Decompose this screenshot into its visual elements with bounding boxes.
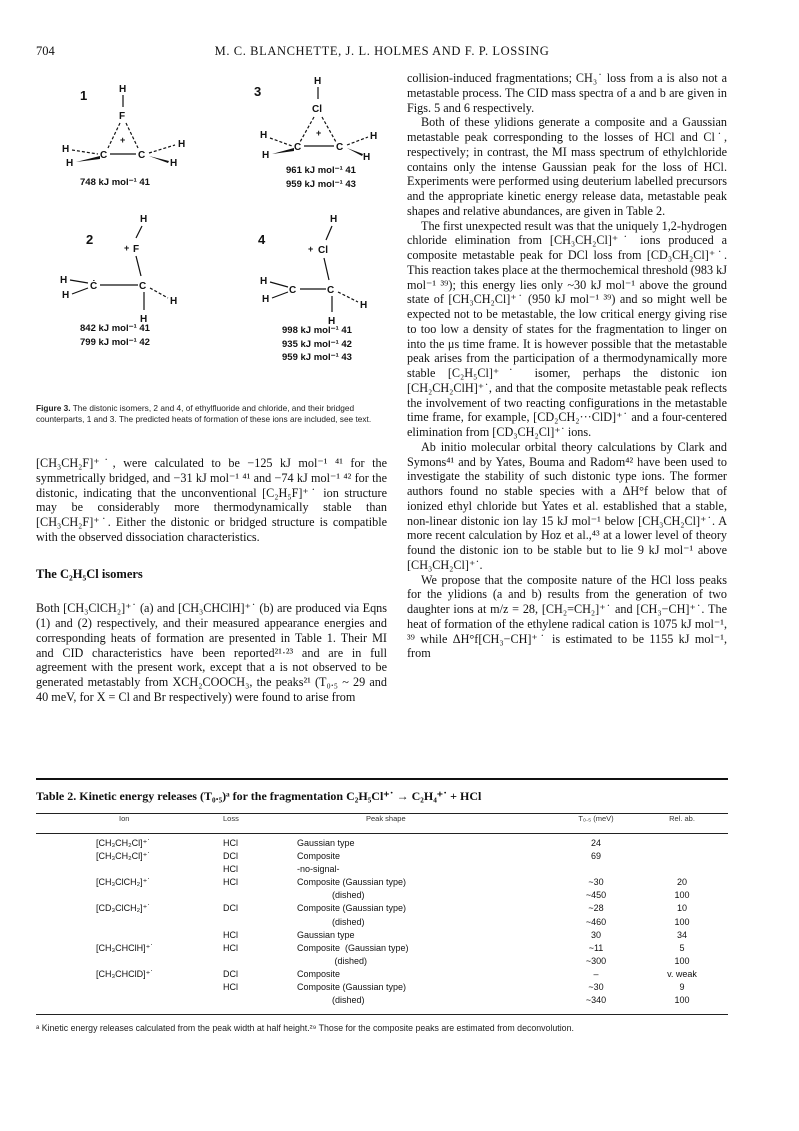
structure-1: [62, 84, 185, 169]
structure-number-2: 2: [86, 232, 94, 247]
table-row: [CH₃CHClH]⁺˙ HCl Composite (Gaussian type) ~11 5: [96, 942, 685, 953]
svg-text:+: +: [124, 243, 130, 253]
table-footnote: ᵃ Kinetic energy releases calculated from the peak width at half height.²⁹ Those for the composite peaks are estimated from deconvolution.: [36, 1023, 574, 1034]
svg-text:C: C: [139, 281, 147, 292]
svg-text:H: H: [140, 214, 148, 225]
right-paragraph-4: Ab initio molecular orbital theory calculations by Clark and Symons⁴¹ and by Yates, Bouma and Radom⁴² have been used to investigate the stability of such distonic type ions. The former authors found no stable species with a ΔH°f below that of ionized ethyl chloride but Yates et al. established that a stable, non-linear distonic ion lay 15 kJ mol⁻¹ below [CH₃CH₂Cl]⁺˙. A more recent calculation by Hoz et al.,⁴³ at a lower level of theory found the distonic ion to be stable but to lie 9 kJ mol⁻¹ above [CH₃CH₂Cl]⁺˙.: [407, 439, 727, 572]
svg-text:H: H: [140, 314, 148, 325]
svg-text:H: H: [66, 158, 74, 169]
structure-2: [60, 214, 177, 325]
header-rel-ab: Rel. ab.: [669, 814, 695, 823]
svg-text:H: H: [170, 158, 178, 169]
heats-structure-2: 842 kJ mol⁻¹ 41 799 kJ mol⁻¹ 42: [80, 323, 150, 348]
right-paragraph-2: Both of these ylidions generate a composite and a Gaussian metastable peak corresponding to the losses of HCl and Cl˙, respectively; in contrast, the MI mass spectrum of ethylchloride contains only the intense Gaussian peak for the loss of HCl. Experiments were performed using deuterium labelled precursors and the appropriate kinetic energy release data, metastable peak shapes and relative abundances, are given in Table 2.: [407, 115, 727, 218]
table-2: [36, 778, 728, 1033]
table-row: HCl Composite (Gaussian type) ~30 9: [223, 982, 685, 993]
right-paragraph-5: We propose that the composite nature of the HCl loss peaks for the ylidions (a and b) results from the generation of two daughter ions at m/z = 28, [CH₂=CH₂]⁺˙ and [CH₃−CH]⁺˙. The heat of formation of the ethylene radical cation is 1075 kJ mol⁻¹, ³⁹ while ΔH°f[CH₃−CH]⁺˙ is estimated to be 1155 kJ mol⁻¹, from: [407, 572, 727, 661]
section-heading: The C₂H₅Cl isomers: [36, 566, 143, 581]
table-body: [36, 834, 728, 1008]
table-row: (dished) ~300 100: [297, 955, 690, 966]
svg-text:+: +: [120, 135, 126, 145]
svg-text:C: C: [327, 285, 335, 296]
structure-4: [258, 214, 367, 327]
svg-text:H: H: [330, 214, 338, 225]
svg-text:H: H: [314, 76, 322, 87]
header-t05: T₀.₅ (meV): [578, 814, 614, 823]
svg-text:Cl: Cl: [312, 104, 322, 115]
right-paragraph-1: collision-induced fragmentations; CH₃˙ loss from a is also not a metastable process. The CID mass spectra of a and b are given in Figs. 5 and 6 respectively.: [407, 71, 727, 115]
table-row: [CH₃CH₂Cl]⁺˙ DCl Composite 69: [96, 851, 601, 862]
table-header: [36, 814, 728, 833]
svg-text:C: C: [138, 150, 146, 161]
table-row: HCl Gaussian type 30 34: [223, 929, 687, 940]
svg-text:+: +: [308, 244, 314, 254]
svg-text:Ċ: Ċ: [90, 281, 98, 292]
svg-text:H: H: [260, 130, 268, 141]
running-header: [36, 44, 728, 60]
svg-text:Cl: Cl: [318, 245, 328, 256]
svg-text:F: F: [119, 111, 126, 122]
table-row: [CH₃ClCH₂]⁺˙ HCl Composite (Gaussian type) ~30 20: [96, 877, 687, 888]
structure-number-4: 4: [258, 232, 266, 247]
header-peak-shape: Peak shape: [366, 814, 406, 823]
svg-text:H: H: [370, 131, 378, 142]
svg-text:C: C: [289, 285, 297, 296]
svg-text:H: H: [62, 144, 70, 155]
running-title: M. C. BLANCHETTE, J. L. HOLMES AND F. P. LOSSING: [214, 44, 550, 58]
svg-text:+: +: [316, 128, 322, 138]
table-row: (dished) ~460 100: [297, 916, 690, 927]
svg-text:H: H: [360, 300, 368, 311]
svg-text:H: H: [260, 276, 268, 287]
svg-text:H: H: [60, 275, 68, 286]
caption-label: Figure 3.: [36, 403, 71, 413]
right-paragraph-3: The first unexpected result was that the uniquely 1,2-hydrogen chloride elimination from [CH₃CH₂Cl]⁺˙ ions produced a composite metastable peak for DCl loss from [CD₃CH₂Cl]⁺˙. This reaction takes place at the thermochemical threshold (983 kJ mol⁻¹ ³⁹); this energy lies only ~30 kJ mol⁻¹ above the ground state of [CH₃CH₂Cl]⁺˙ (950 kJ mol⁻¹ ³⁹) and so might well be expected not to be metastable, the low critical energy giving rise to too low a density of states for the fragmentation to linger on into the μs time frame. It is however possible that the metastable peak arises from the participation of a thermodynamically more stable [C₂H₅Cl]⁺˙ isomer, perhaps the distonic ion [CH₂CH₂ClH]⁺˙, and that the composite metastable peak reflects the involvement of two reacting configurations in the metastable time frame, for example, [CD₂CH₂···ClD]⁺˙ and a four-centered elimination from [CD₃CH₂Cl]⁺˙ ions.: [407, 218, 727, 439]
table-row: HCl -no-signal-: [223, 864, 340, 875]
heats-structure-1: 748 kJ mol⁻¹ 41: [80, 177, 150, 188]
header-ion: Ion: [119, 814, 130, 823]
svg-text:H: H: [363, 152, 371, 163]
svg-text:H: H: [62, 290, 70, 301]
svg-text:C: C: [100, 150, 108, 161]
svg-text:C: C: [336, 142, 344, 153]
table-row: [CH₃CH₂Cl]⁺˙ HCl Gaussian type 24: [96, 838, 601, 848]
heats-structure-4: 998 kJ mol⁻¹ 41 935 kJ mol⁻¹ 42 959 kJ mol⁻¹ 43: [282, 325, 352, 363]
table-title: Table 2. Kinetic energy releases (T₀.₅)ᵃ for the fragmentation C₂H₅Cl⁺˙ → C₂H₄⁺˙ + HCl: [36, 789, 482, 803]
svg-text:H: H: [178, 139, 186, 150]
svg-text:C: C: [294, 142, 302, 153]
table-row: (dished) ~450 100: [297, 890, 690, 901]
svg-text:H: H: [328, 316, 336, 327]
left-column: [36, 456, 387, 705]
structure-number-1: 1: [80, 88, 88, 103]
heats-structure-3: 961 kJ mol⁻¹ 41 959 kJ mol⁻¹ 43: [286, 165, 356, 190]
svg-text:H: H: [262, 150, 270, 161]
svg-text:F: F: [133, 244, 140, 255]
figure-caption: [36, 403, 388, 426]
table-row: [CH₃CHClD]⁺˙ DCl Composite – v. weak: [96, 968, 697, 979]
svg-text:H: H: [119, 84, 127, 95]
left-paragraph-2: Both [CH₃ClCH₂]⁺˙ (a) and [CH₃CHClH]⁺˙ (b) are produced via Eqns (1) and (2) respectively, and their measured appearance energies and corresponding heats of formation are presented in Table 1. Their MI and CID characteristics have been reported²¹·²³ and are in full agreement with the present work, except that a is not observed to be generated metastably from XCH₂COOCH₃, the peaks²¹ (T₀.₅ ~ 29 and 40 meV, for X = Cl and Br respectively) were found to arise from: [36, 601, 387, 704]
structure-3: [254, 76, 377, 163]
table-row: (dished) ~340 100: [297, 995, 690, 1006]
header-loss: Loss: [223, 814, 239, 823]
structure-number-3: 3: [254, 84, 262, 99]
left-paragraph-1: [CH₃CH₂F]⁺˙, were calculated to be −125 kJ mol⁻¹ ⁴¹ for the symmetrically bridged, and −31 kJ mol⁻¹ ⁴¹ and −74 kJ mol⁻¹ ⁴² for the distonic, indicating that the unconventional [C₂H₅F]⁺˙ ion structure may be considerably more thermodynamically stable than [CH₃CH₂F]⁺˙. Either the distonic or bridged structure is compatible with the observed dissociation characteristics.: [36, 456, 387, 544]
caption-text: The distonic isomers, 2 and 4, of ethylfluoride and chloride, and their bridged counterparts, 1 and 3. The predicted heats of formation of these ions are included, see text.: [36, 403, 372, 425]
figure-3: [36, 72, 388, 412]
right-column: [407, 71, 727, 661]
page-number: 704: [36, 44, 55, 58]
table-row: [CD₃ClCH₂]⁺˙ DCl Composite (Gaussian type) ~28 10: [96, 903, 687, 914]
svg-text:H: H: [170, 296, 178, 307]
svg-text:H: H: [262, 294, 270, 305]
